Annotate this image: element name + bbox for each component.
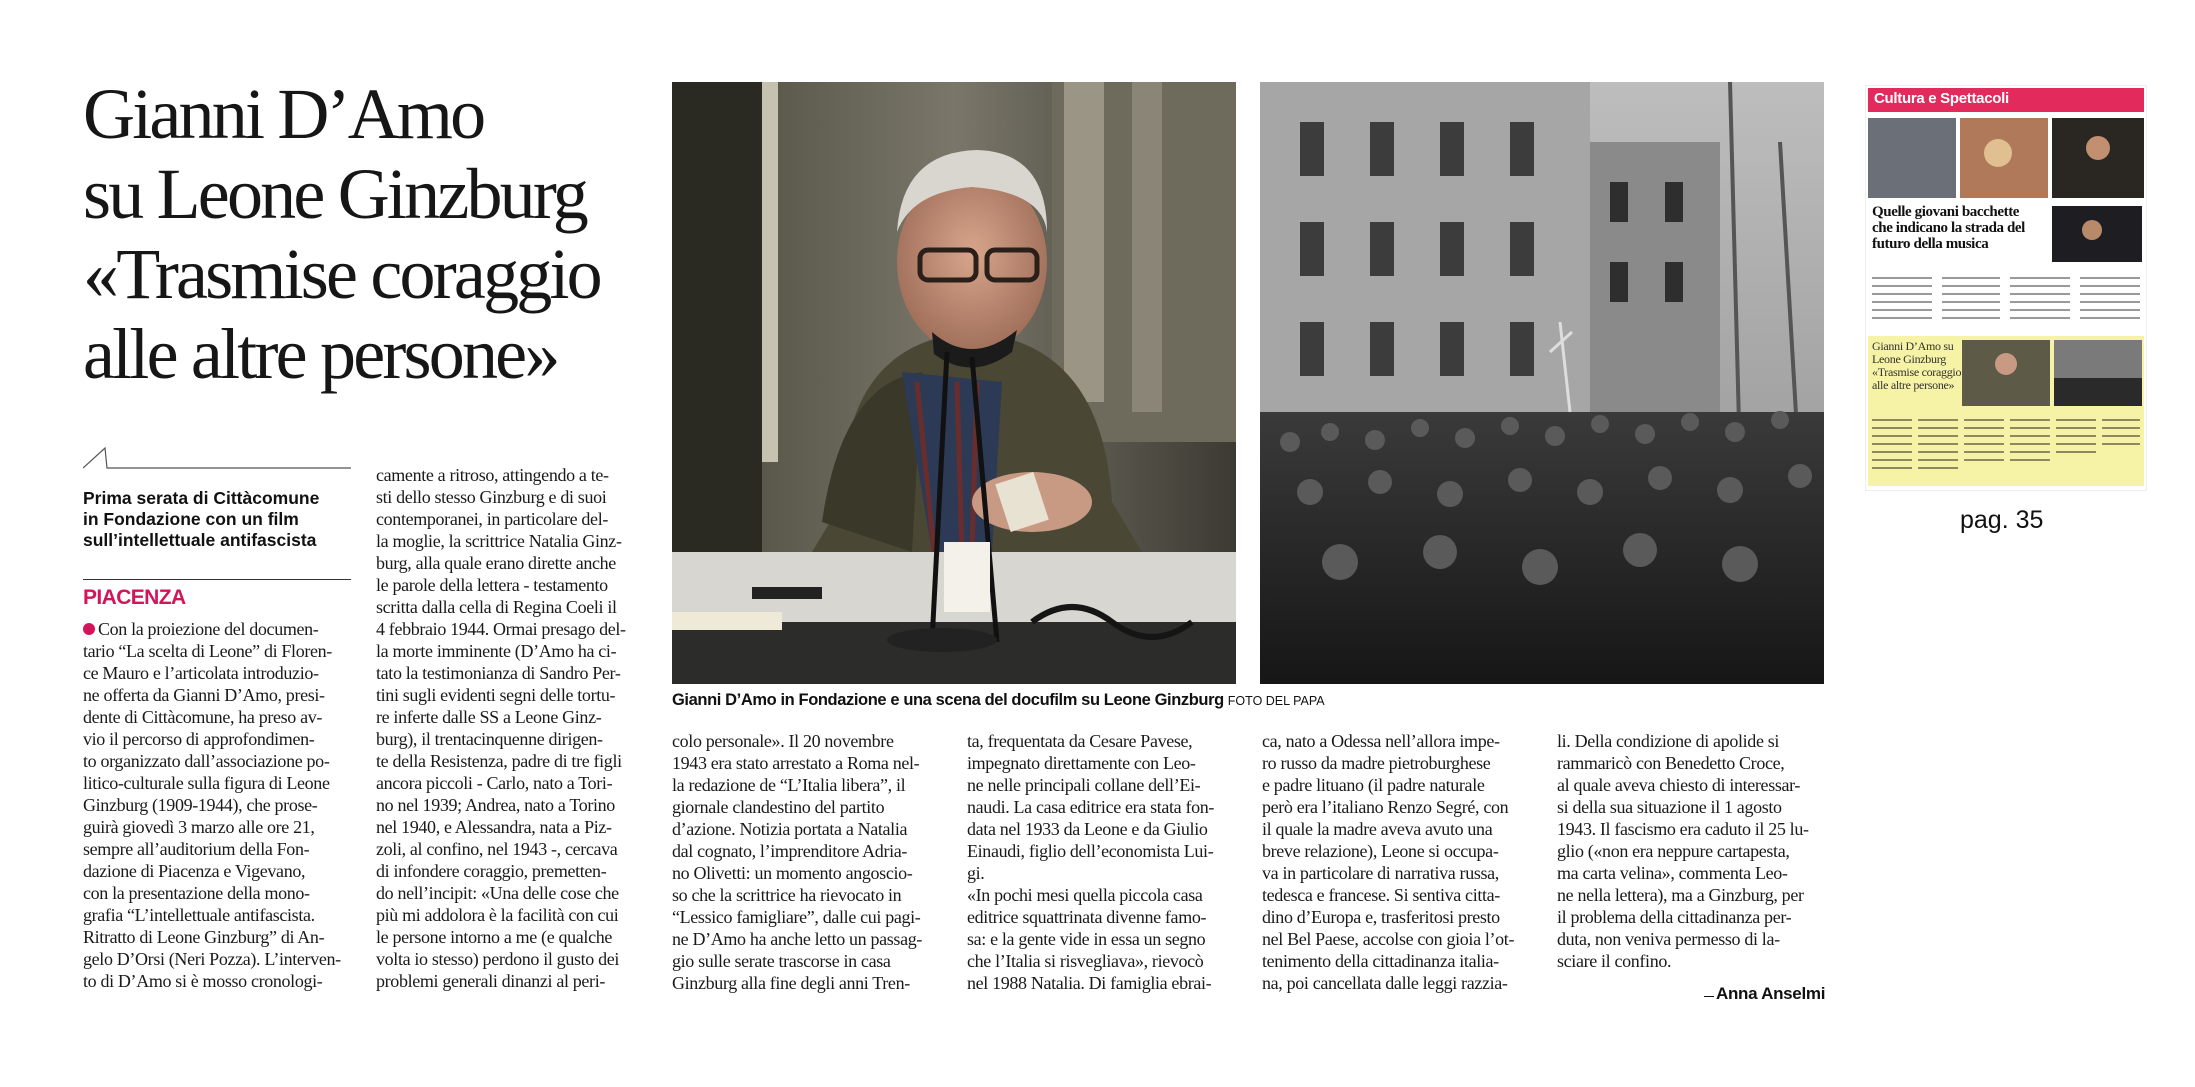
article-line-text: dal cognato, l’imprenditore Adria- [672, 841, 908, 861]
article-line [967, 906, 1235, 928]
article-line [967, 840, 1235, 862]
article-line-text: burg), il trentacinquenne dirigen- [376, 729, 603, 749]
article-line [1262, 950, 1530, 972]
article-line-text: tedesca e francese. Si sentiva citta- [1262, 885, 1500, 905]
article-line-text: editrice squattrinata divenne famo- [967, 907, 1207, 927]
article-line-text: “Lessico famigliare”, dalle cui pagi- [672, 907, 921, 927]
article-line [83, 750, 351, 772]
article-line [376, 706, 644, 728]
article-line [967, 972, 1235, 994]
article-line [83, 706, 351, 728]
headline-line: su Leone Ginzburg [83, 154, 586, 234]
article-line-text: 1943 era stato arrestato a Roma nel- [672, 753, 920, 773]
article-line-text: il problema della cittadinanza per- [1557, 907, 1792, 927]
article-line-text: to di D’Amo si è mosso cronologi- [83, 971, 323, 991]
article-line-text: ne D’Amo ha anche letto un passag- [672, 929, 923, 949]
article-column-2 [376, 464, 644, 992]
docufilm-crowd-photo [1260, 82, 1824, 684]
article-line-text: sempre all’auditorium della Fon- [83, 839, 310, 859]
headline [83, 74, 663, 394]
article-line [83, 838, 351, 860]
author-signature [1704, 984, 1825, 1004]
article-line [1262, 906, 1530, 928]
article-line [1262, 818, 1530, 840]
thumbnail-highlight-headline: Gianni D’Amo su Leone Ginzburg «Trasmise coraggio alle altre persone» [1872, 339, 1962, 392]
page-reference[interactable]: pag. 35 [1960, 506, 2044, 534]
thumbnail-photos [1868, 118, 2144, 198]
article-line-text: rammaricò con Benedetto Croce, [1557, 753, 1785, 773]
article-line [1557, 730, 1825, 752]
article-line [376, 728, 644, 750]
article-line-text: tario “La scelta di Leone” di Floren- [83, 641, 332, 661]
thumbnail-top-headline: Quelle giovani bacchette che indicano la strada del futuro della musica [1872, 204, 2025, 252]
article-line-text: le persone intorno a me (e qualche [376, 927, 612, 947]
article-line-text: do nell’incipit: «Una delle cose che [376, 883, 619, 903]
article-line-text: con la presentazione della mono- [83, 883, 310, 903]
page-thumbnail[interactable] [1866, 86, 2146, 490]
article-line-text: si della sua situazione il 1 agosto [1557, 797, 1782, 817]
article-line [83, 640, 351, 662]
article-line-text: dino d’Europa e, trasferitosi presto [1262, 907, 1500, 927]
article-line-text: gi. [967, 863, 985, 883]
article-line-text: dente di Cittàcomune, ha preso av- [83, 707, 323, 727]
kicker-line: Prima serata di Cittàcomune [83, 488, 320, 508]
article-line [672, 840, 940, 862]
article-line [1557, 862, 1825, 884]
article-line-text: ce Mauro e l’articolata introduzio- [83, 663, 319, 683]
speaker-photo-illustration [672, 82, 1236, 684]
article-line-text: Einaudi, figlio dell’economista Lui- [967, 841, 1214, 861]
article-line-text: burg, alla quale erano dirette anche [376, 553, 616, 573]
article-line [83, 860, 351, 882]
thumbnail-highlight-columns [1872, 414, 2140, 480]
article-line-text: ca, nato a Odessa nell’allora impe- [1262, 731, 1500, 751]
article-line-text: ro russo da madre pietroburghese [1262, 753, 1491, 773]
article-line-text: 1943. Il fascismo era caduto il 25 lu- [1557, 819, 1809, 839]
article-line [376, 882, 644, 904]
article-line [1262, 884, 1530, 906]
section-title: Cultura e Spettacoli [1874, 90, 2009, 107]
article-line [672, 862, 940, 884]
dateline: PIACENZA [83, 586, 186, 609]
article-line-text: re inferte dalle SS a Leone Ginz- [376, 707, 602, 727]
article-line-text: to organizzato dall’associazione po- [83, 751, 330, 771]
article-line [83, 882, 351, 904]
article-line [1262, 730, 1530, 752]
article-line [1557, 796, 1825, 818]
article-line [967, 950, 1235, 972]
article-line-text: più mi addolora è la facilità con cui [376, 905, 619, 925]
article-line [376, 530, 644, 552]
kicker-tab-rule [83, 446, 351, 470]
article-line-text: volta io stesso) perdono il gusto dei [376, 949, 620, 969]
article-line [1557, 884, 1825, 906]
thumbnail-text-columns [1872, 272, 2140, 332]
article-line-text: d’azione. Notizia portata a Natalia [672, 819, 908, 839]
article-line-text: e padre lituano (il padre naturale [1262, 775, 1485, 795]
article-line [83, 816, 351, 838]
kicker [83, 488, 353, 551]
article-line-text: sa: e la gente vide in essa un segno [967, 929, 1206, 949]
article-line [672, 906, 940, 928]
article-line [376, 662, 644, 684]
article-line [967, 730, 1235, 752]
article-line [1262, 862, 1530, 884]
article-line [1262, 774, 1530, 796]
article-line-text: Ritratto di Leone Ginzburg” di An- [83, 927, 325, 947]
headline-line: Gianni D’Amo [83, 74, 484, 154]
article-line-text: no nel 1939; Andrea, nato a Torino [376, 795, 615, 815]
article-line-text: guirà giovedì 3 marzo alle ore 21, [83, 817, 315, 837]
article-line [83, 618, 351, 640]
article-line-text: nel Bel Paese, accolse con gioia l’ot- [1262, 929, 1515, 949]
article-line-text: ancora piccoli - Carlo, nato a Tori- [376, 773, 613, 793]
article-line [376, 574, 644, 596]
article-line-text: dazione di Piacenza e Vigevano, [83, 861, 306, 881]
article-line [1262, 752, 1530, 774]
article-line-text: glio («non era neppure cartapesta, [1557, 841, 1790, 861]
article-line-text: va in particolare di narrativa russa, [1262, 863, 1499, 883]
article-line [672, 818, 940, 840]
article-line [376, 838, 644, 860]
article-line [1557, 950, 1825, 972]
article-line [1262, 840, 1530, 862]
article-line-text: li. Della condizione di apolide si [1557, 731, 1780, 751]
article-line [967, 752, 1235, 774]
signature-dash [1704, 996, 1714, 997]
article-line-text: ne offerta da Gianni D’Amo, presi- [83, 685, 325, 705]
article-line [672, 928, 940, 950]
article-line [376, 618, 644, 640]
article-line [376, 860, 644, 882]
article-line [83, 662, 351, 684]
article-line [376, 508, 644, 530]
article-line [672, 774, 940, 796]
bullet-dot-icon [83, 623, 95, 635]
article-line [83, 728, 351, 750]
article-line [967, 884, 1235, 906]
article-line [83, 926, 351, 948]
article-line [672, 950, 940, 972]
article-line-text: la moglie, la scrittrice Natalia Ginz- [376, 531, 622, 551]
article-line-text: giornale clandestino del partito [672, 797, 885, 817]
kicker-line: in Fondazione con un film [83, 509, 299, 529]
article-line [672, 752, 940, 774]
article-line-text: tini sugli evidenti segni delle tortu- [376, 685, 616, 705]
article-line-text: ne nella lettera), ma a Ginzburg, per [1557, 885, 1804, 905]
article-line-text: no Olivetti: un momento angoscio- [672, 863, 913, 883]
article-line-text: il quale la madre aveva avuto una [1262, 819, 1493, 839]
article-line [376, 926, 644, 948]
article-line-text: sti dello stesso Ginzburg e di suoi [376, 487, 607, 507]
article-line-text: problemi generali dinanzi al peri- [376, 971, 605, 991]
article-line-text: che l’Italia si risvegliava», rievocò [967, 951, 1204, 971]
article-line [967, 928, 1235, 950]
article-line [83, 684, 351, 706]
headline-line: «Trasmise coraggio [83, 234, 600, 314]
article-line [376, 464, 644, 486]
photo-caption [672, 691, 1325, 710]
article-line [83, 948, 351, 970]
article-line-text: naudi. La casa editrice era stata fon- [967, 797, 1215, 817]
article-line-text: grafia “L’intellettuale antifascista. [83, 905, 315, 925]
article-line-text: la redazione de “L’Italia libera”, il [672, 775, 906, 795]
article-line [967, 862, 1235, 884]
article-line [1262, 972, 1530, 994]
article-line [376, 948, 644, 970]
article-line-text: te della Resistenza, padre di tre figli [376, 751, 622, 771]
article-line [376, 486, 644, 508]
article-line-text: ne nelle principali collane dell’Ei- [967, 775, 1201, 795]
article-line-text: data nel 1933 da Leone e da Giulio [967, 819, 1208, 839]
article-line-text: la morte imminente (D’Amo ha ci- [376, 641, 617, 661]
article-line-text: breve relazione), Leone si occupa- [1262, 841, 1499, 861]
article-line [672, 730, 940, 752]
article-line-text: Con la proiezione del documen- [98, 619, 319, 639]
article-column-5 [1262, 730, 1530, 994]
article-line [967, 796, 1235, 818]
article-line-text: nel 1988 Natalia. Di famiglia ebrai- [967, 973, 1212, 993]
article-column-6 [1557, 730, 1825, 972]
article-column-4 [967, 730, 1235, 994]
photo-credit: FOTO DEL PAPA [1227, 694, 1325, 708]
article-line [1557, 906, 1825, 928]
article-line [376, 904, 644, 926]
article-line [1557, 752, 1825, 774]
article-line-text: duta, non veniva permesso di la- [1557, 929, 1780, 949]
article-line [1557, 818, 1825, 840]
article-line-text: ta, frequentata da Cesare Pavese, [967, 731, 1193, 751]
article-line [83, 904, 351, 926]
article-line [83, 970, 351, 992]
article-line-text: contemporanei, in particolare del- [376, 509, 608, 529]
article-line [376, 552, 644, 574]
article-line [376, 772, 644, 794]
kicker-line: sull’intellettuale antifascista [83, 530, 317, 550]
article-line-text: Ginzburg (1909-1944), che prose- [83, 795, 318, 815]
article-line [83, 772, 351, 794]
article-line [967, 774, 1235, 796]
article-line [967, 818, 1235, 840]
article-line-text: gelo D’Orsi (Neri Pozza). L’interven- [83, 949, 341, 969]
article-column-1 [83, 618, 351, 992]
article-line-text: litico-culturale sulla figura di Leone [83, 773, 330, 793]
article-line [83, 794, 351, 816]
article-line-text: zoli, al confino, nel 1943 -, cercava [376, 839, 618, 859]
article-line [376, 794, 644, 816]
article-line-text: na, poi cancellata dalle leggi razzia- [1262, 973, 1508, 993]
article-line-text: «In pochi mesi quella piccola casa [967, 885, 1203, 905]
article-line-text: so che la scrittrice ha rievocato in [672, 885, 902, 905]
headline-line: alle altre persone» [83, 314, 558, 394]
article-line [376, 684, 644, 706]
article-column-3 [672, 730, 940, 994]
article-line-text: di infondere coraggio, premetten- [376, 861, 607, 881]
article-line-text: tato la testimonianza di Sandro Per- [376, 663, 621, 683]
article-line [1262, 796, 1530, 818]
article-line [1557, 840, 1825, 862]
article-line-text: colo personale». Il 20 novembre [672, 731, 894, 751]
article-line-text: al quale aveva chiesto di interessar- [1557, 775, 1801, 795]
article-line [672, 884, 940, 906]
article-line-text: gio sulle serate trascorse in casa [672, 951, 891, 971]
article-line [1557, 928, 1825, 950]
speaker-photo [672, 82, 1236, 684]
author-name: Anna Anselmi [1716, 984, 1826, 1003]
crowd-photo-illustration [1260, 82, 1824, 684]
caption-text: Gianni D’Amo in Fondazione e una scena del docufilm su Leone Ginzburg [672, 691, 1224, 709]
article-line-text: nel 1940, e Alessandra, nata a Piz- [376, 817, 612, 837]
article-line [376, 816, 644, 838]
article-line-text: camente a ritroso, attingendo a te- [376, 465, 609, 485]
thumbnail-highlight-photos [1962, 340, 2142, 406]
article-line-text: impegnato direttamente con Leo- [967, 753, 1196, 773]
article-line [376, 750, 644, 772]
article-line-text: sciare il confino. [1557, 951, 1672, 971]
article-line-text: ma carta velina», commenta Leo- [1557, 863, 1788, 883]
thumbnail-side-photo [2052, 206, 2142, 262]
article-line-text: vio il percorso di approfondimen- [83, 729, 315, 749]
article-line-text: scritta dalla cella di Regina Coeli il [376, 597, 617, 617]
article-line-text: Ginzburg alla fine degli anni Tren- [672, 973, 910, 993]
article-line-text: le parole della lettera - testamento [376, 575, 608, 595]
article-line-text: tenimento della cittadinanza italia- [1262, 951, 1499, 971]
kicker-rule [83, 579, 351, 580]
article-line-text: però era l’italiano Renzo Segré, con [1262, 797, 1509, 817]
article-line [1557, 774, 1825, 796]
article-line [376, 640, 644, 662]
article-line-text: 4 febbraio 1944. Ormai presago del- [376, 619, 626, 639]
article-line [672, 972, 940, 994]
article-line [376, 970, 644, 992]
article-line [672, 796, 940, 818]
article-line [1262, 928, 1530, 950]
article-line [376, 596, 644, 618]
